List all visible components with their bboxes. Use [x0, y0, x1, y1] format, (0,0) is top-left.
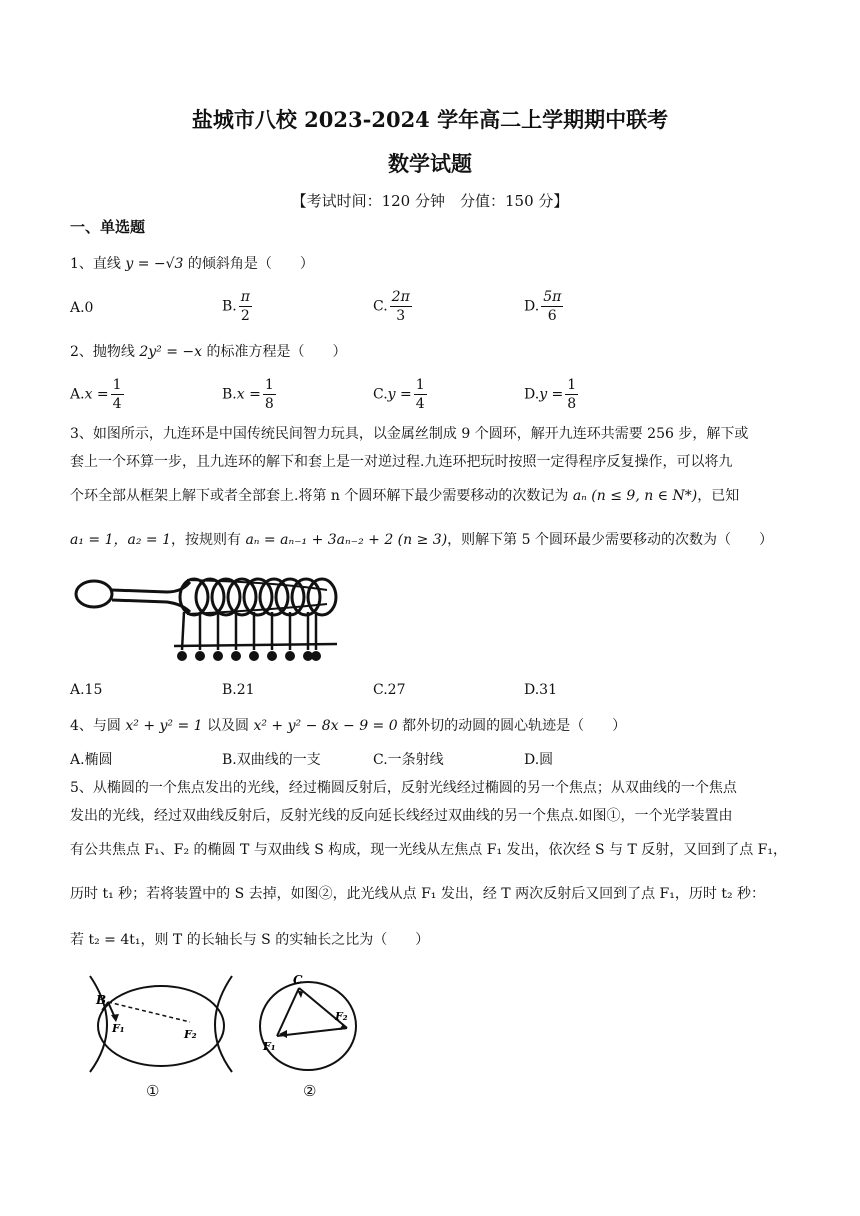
label-c: C	[293, 973, 303, 987]
q3-line-1: 3、如图所示，九连环是中国传统民间智力玩具，以金属丝制成 9 个圆环，解开九连环共需要 256 步，解下或	[70, 426, 749, 442]
q2-expression: 2y² = −x	[139, 344, 203, 360]
q2-option-a: A.x = $\frac{1}{4}$	[70, 377, 122, 412]
exam-subject: 数学试题	[388, 151, 472, 176]
figure-2-ellipse-triangle	[255, 970, 365, 1078]
q3-option-c: C.27	[373, 682, 406, 698]
q4-option-b: B.双曲线的一支	[222, 752, 321, 768]
label-b: B	[96, 993, 107, 1007]
exam-info: 【考试时间：120 分钟 分值：150 分】	[291, 192, 569, 210]
label-f1: F₁	[112, 1022, 125, 1035]
q3-line-3: 个环全部从框架上解下或者全部套上.将第 n 个圆环解下最少需要移动的次数记为 aₙ (n ≤ 9, n ∈ N*)，已知	[70, 488, 740, 504]
label-f1-fig2: F₁	[263, 1040, 276, 1053]
q2-option-d: D.y = $\frac{1}{8}$	[524, 377, 577, 412]
question-2: 2、抛物线 2y² = −x 的标准方程是（ ）	[70, 344, 347, 360]
q5-line-3: 有公共焦点 F₁、F₂ 的椭圆 T 与双曲线 S 构成，现一光线从左焦点 F₁ 发出，依次经 S 与 T 反射，又回到了点 F₁，	[70, 842, 788, 858]
figure-2-caption: ②	[303, 1082, 317, 1100]
q4-option-d: D.圆	[524, 752, 554, 768]
figure-1-ellipse-hyperbola	[86, 970, 236, 1078]
label-f2: F₂	[184, 1028, 197, 1041]
q1-expression: y = −√3	[125, 256, 184, 272]
q4-option-a: A.椭圆	[70, 752, 113, 768]
q3-line-2: 套上一个环算一步，且九连环的解下和套上是一对逆过程.九连环把玩时按照一定得程序反复操作，可以将九	[70, 454, 733, 470]
q5-line-5: 若 t₂ = 4t₁，则 T 的长轴长与 S 的实轴长之比为（ ）	[70, 932, 430, 948]
q5-line-4: 历时 t₁ 秒；若将装置中的 S 去掉，如图②，此光线从点 F₁ 发出，经 T 两次反射后又回到了点 F₁，历时 t₂ 秒：	[70, 886, 766, 902]
question-1: 1、直线 y = −√3 的倾斜角是（ ）	[70, 256, 314, 272]
q4-option-c: C.一条射线	[373, 752, 444, 768]
section-heading: 一、单选题	[70, 218, 146, 236]
q3-option-a: A.15	[70, 682, 103, 698]
q1-option-c: C. $\frac{2\pi}{3}$	[373, 289, 410, 324]
exam-title: 盐城市八校 2023-2024 学年高二上学期期中联考	[191, 107, 669, 132]
label-f2-fig2: F₂	[335, 1010, 348, 1023]
q2-option-c: C.y = $\frac{1}{4}$	[373, 377, 425, 412]
q1-option-b: B. $\frac{\pi}{2}$	[222, 289, 250, 324]
question-4: 4、与圆 x² + y² = 1 以及圆 x² + y² − 8x − 9 = 0 都外切的动圆的圆心轨迹是（ ）	[70, 718, 627, 734]
q3-option-d: D.31	[524, 682, 557, 698]
q5-line-1: 5、从椭圆的一个焦点发出的光线，经过椭圆反射后，反射光线经过椭圆的另一个焦点；从双曲线的一个焦点	[70, 780, 737, 796]
q1-option-d: D. $\frac{5\pi}{6}$	[524, 289, 562, 324]
q1-option-a: A.0	[70, 300, 94, 316]
q5-line-2: 发出的光线，经过双曲线反射后，反射光线的反向延长线经过双曲线的另一个焦点.如图①，一个光学装置由	[70, 808, 733, 824]
q2-option-b: B.x = $\frac{1}{8}$	[222, 377, 274, 412]
nine-rings-figure	[72, 572, 342, 672]
q3-option-b: B.21	[222, 682, 255, 698]
q3-line-4: a₁ = 1，a₂ = 1，按规则有 aₙ = aₙ₋₁ + 3aₙ₋₂ + 2 (n ≥ 3)，则解下第 5 个圆环最少需要移动的次数为（ ）	[70, 532, 773, 548]
figure-1-caption: ①	[146, 1082, 160, 1100]
